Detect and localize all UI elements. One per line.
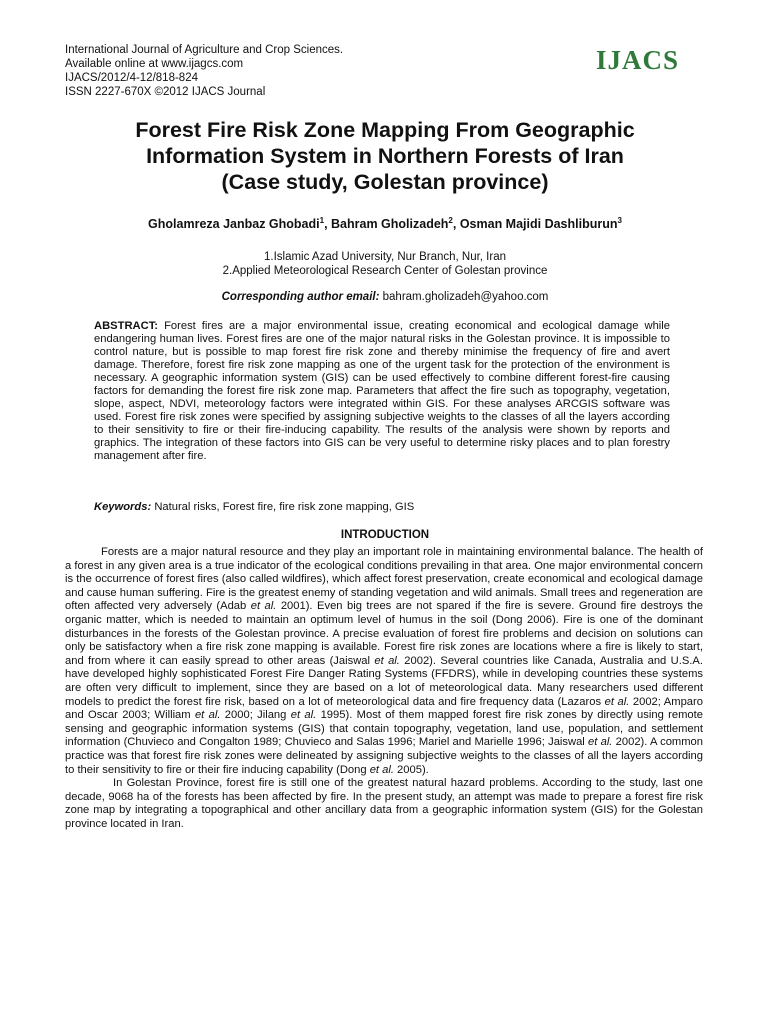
introduction-paragraph: Forests are a major natural resource and they play an important role in maintaining environmental balance. The health of a forest in any given area is a true indicator of the ecological conditions prevailing in that area. One major environmental concern is the occurrence of forest fires (also called wildfires), which affect forest preservation, create economical and ecological damage and cause human suffering. Fire is the greatest enemy of standing vegetation and wild animals. Small trees and regeneration are often affected very adversely (Adab et al. 2001). Even big trees are not spared if the fire is severe. Ground fire destroys the organic matter, which is needed to maintain an optimum level of humus in the soil (Dong 2006). Fire is one of the dominant disturbances in the forests of the Golestan province. A precise evaluation of forest fire problems and decision on solutions can only be satisfactory when a fire risk zone mapping is available. Forest fire risk zones are locations where a fire is likely to start, and from where it can easily spread to other areas (Jaiswal et al. 2002). Several countries like Canada, Australia and U.S.A. have developed highly sophisticated Forest Fire Danger Rating Systems (FFDRS), while in developing countries these systems are often very difficult to implement, since they are based on a lot of meteorological data. Many researchers used different models to predict the forest fire risk, based on a lot of meteorological data and fire frequency data (Lazaros et al. 2002; Amparo and Oscar 2003; William et al. 2000; Jilang et al. 1995). Most of them mapped forest fire risk zones by directly using remote sensing and geographic information systems (GIS) that contain topography, vegetation, land use, population, and settlement information (Chuvieco and Congalton 1989; Chuvieco and Salas 1996; Mariel and Marielle 1996; Jaiswal et al. 2002). A common practice was that forest fire risk zones were delineated by assigning subjective weights to the classes of all the layers according to their sensitivity to fire or their fire inducing capability (Dong et al. 2005). (65, 546, 703, 776)
introduction-body (65, 546, 703, 831)
author-name: Bahram Gholizadeh (331, 217, 449, 231)
title-line: Forest Fire Risk Zone Mapping From Geographic (135, 118, 635, 142)
affiliation-marker: 3 (617, 216, 622, 225)
abstract-label: ABSTRACT: (94, 320, 159, 332)
author-list: Gholamreza Janbaz Ghobadi$^1$, Bahram Gholizadeh$^2$, Osman Majidi Dashliburun$^3$ (148, 216, 622, 231)
keywords-block: Keywords: Natural risks, Forest fire, fire risk zone mapping, GIS (94, 501, 415, 513)
abstract-block (94, 320, 670, 463)
affiliation-line: 2.Applied Meteorological Research Center of Golestan province (222, 265, 548, 277)
author-name: Gholamreza Janbaz Ghobadi (148, 217, 320, 231)
title-line: (Case study, Golestan province) (221, 170, 549, 194)
introduction-paragraph: In Golestan Province, forest fire is still one of the greatest natural hazard problems. According to the study, last one decade, 9068 ha of the forests has been affected by fire. In the present study, an attempt was made to prepare a forest fire risk zone map by integrating a topographical and other ancillary data from a geographic information system (GIS) for the Golestan province located in Iran. (65, 777, 703, 830)
affiliations (60, 250, 710, 278)
corresponding-email[interactable]: bahram.gholizadeh@yahoo.com (382, 291, 549, 303)
affiliation-marker: 2 (448, 216, 453, 225)
author-name: Osman Majidi Dashliburun (459, 217, 618, 231)
section-heading-introduction: INTRODUCTION (340, 529, 430, 541)
journal-header (65, 43, 343, 99)
title-line: Information System in Northern Forests of Iran (146, 144, 624, 168)
affiliation-marker: 1 (319, 216, 325, 225)
issn-line: ISSN 2227-670X ©2012 IJACS Journal (65, 86, 266, 98)
abstract-text: Forest fires are a major environmental issue, creating economical and ecological damage while endangering human lives. Forest fires are one of the major natural risks in the Golestan province. It is impossible to control nature, but is possible to map forest fire risk zone and thereby minimise the frequency of fire and avert damage. Therefore, forest fire risk zone mapping as one of the urgent task for the protection of the environment is necessary. A geographic information system (GIS) can be used effectively to combine different forest-fire causing factors for demanding the forest fire risk zone map. Parameters that affect the fire such as topography, vegetation, slope, aspect, NDVI, meteorology factors were integrated within GIS. For these analyses ARCGIS software was used. Forest fire risk zones were specified by assigning subjective weights to the classes of all the layers according to their sensitivity to fire or their fire-inducing capability. The results of the analysis were shown by reports and graphics. The integration of these factors into GIS can be very useful to determine risky places and to plan forestry management after fire. (94, 320, 671, 462)
affiliation-line: 1.Islamic Azad University, Nur Branch, Nur, Iran (263, 251, 506, 263)
corresponding-author (60, 291, 710, 303)
paper-title (60, 117, 710, 195)
keywords-text: Natural risks, Forest fire, fire risk zone mapping, GIS (154, 501, 415, 513)
journal-availability: Available online at www.ijagcs.com (65, 58, 244, 70)
article-code: IJACS/2012/4-12/818-824 (65, 72, 198, 84)
corresponding-label: Corresponding author email: (221, 291, 380, 303)
keywords-label: Keywords (94, 501, 148, 513)
journal-name: International Journal of Agriculture and Crop Sciences. (65, 44, 344, 56)
journal-logo: IJACS (596, 45, 680, 75)
